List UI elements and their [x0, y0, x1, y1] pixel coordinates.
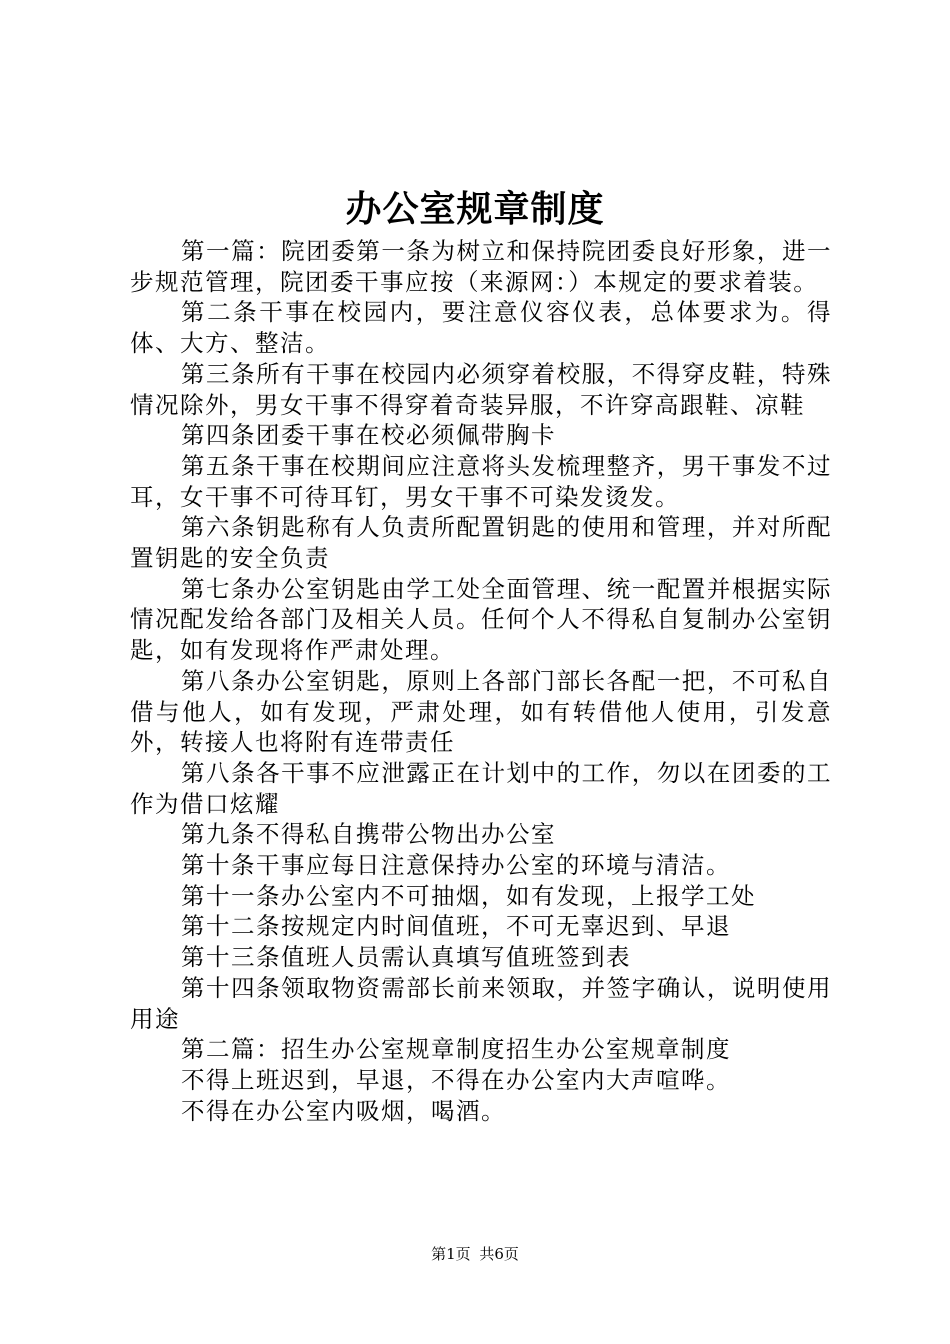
paragraph: 第九条不得私自携带公物出办公室 [181, 820, 556, 849]
paragraph: 第二条干事在校园内，要注意仪容仪表，总体要求为。得体、大方、整洁。 [130, 298, 832, 358]
page-number: 第1页 [431, 1245, 471, 1263]
paragraph: 第十二条按规定内时间值班，不可无辜迟到、早退 [181, 912, 731, 941]
paragraph: 第十四条领取物资需部长前来领取，并签字确认，说明使用用途 [130, 973, 832, 1033]
page-total: 共6页 [479, 1245, 519, 1263]
paragraph: 第八条各干事不应泄露正在计划中的工作，勿以在团委的工作为借口炫耀 [130, 758, 832, 818]
paragraph: 第十一条办公室内不可抽烟，如有发现，上报学工处 [181, 881, 756, 910]
paragraph: 第七条办公室钥匙由学工处全面管理、统一配置并根据实际情况配发给各部门及相关人员。任何个人不得私自复制办公室钥匙，如有发现将作严肃处理。 [130, 574, 832, 665]
document-body [130, 236, 832, 1126]
page-footer [0, 1242, 950, 1266]
paragraph: 第四条团委干事在校必须佩带胸卡 [181, 421, 556, 450]
paragraph: 第八条办公室钥匙，原则上各部门部长各配一把，不可私自借与他人，如有发现，严肃处理，如有转借他人使用，引发意外，转接人也将附有连带责任 [130, 666, 832, 757]
paragraph: 不得在办公室内吸烟，喝酒。 [181, 1096, 506, 1125]
paragraph: 不得上班迟到，早退，不得在办公室内大声喧哗。 [181, 1065, 731, 1094]
paragraph: 第二篇：招生办公室规章制度招生办公室规章制度 [181, 1035, 731, 1064]
paragraph: 第六条钥匙称有人负责所配置钥匙的使用和管理，并对所配置钥匙的安全负责 [130, 513, 832, 573]
paragraph: 第十条干事应每日注意保持办公室的环境与清洁。 [181, 851, 731, 880]
paragraph: 第五条干事在校期间应注意将头发梳理整齐，男干事发不过耳，女干事不可待耳钉，男女干事不可染发烫发。 [130, 451, 832, 511]
document-title: 办公室规章制度 [345, 188, 605, 230]
paragraph: 第十三条值班人员需认真填写值班签到表 [181, 943, 631, 972]
paragraph: 第一篇：院团委第一条为树立和保持院团委良好形象，进一步规范管理，院团委干事应按（来源网：）本规定的要求着装。 [130, 237, 832, 296]
paragraph: 第三条所有干事在校园内必须穿着校服，不得穿皮鞋，特殊情况除外，男女干事不得穿着奇装异服，不许穿高跟鞋、凉鞋 [130, 359, 832, 419]
